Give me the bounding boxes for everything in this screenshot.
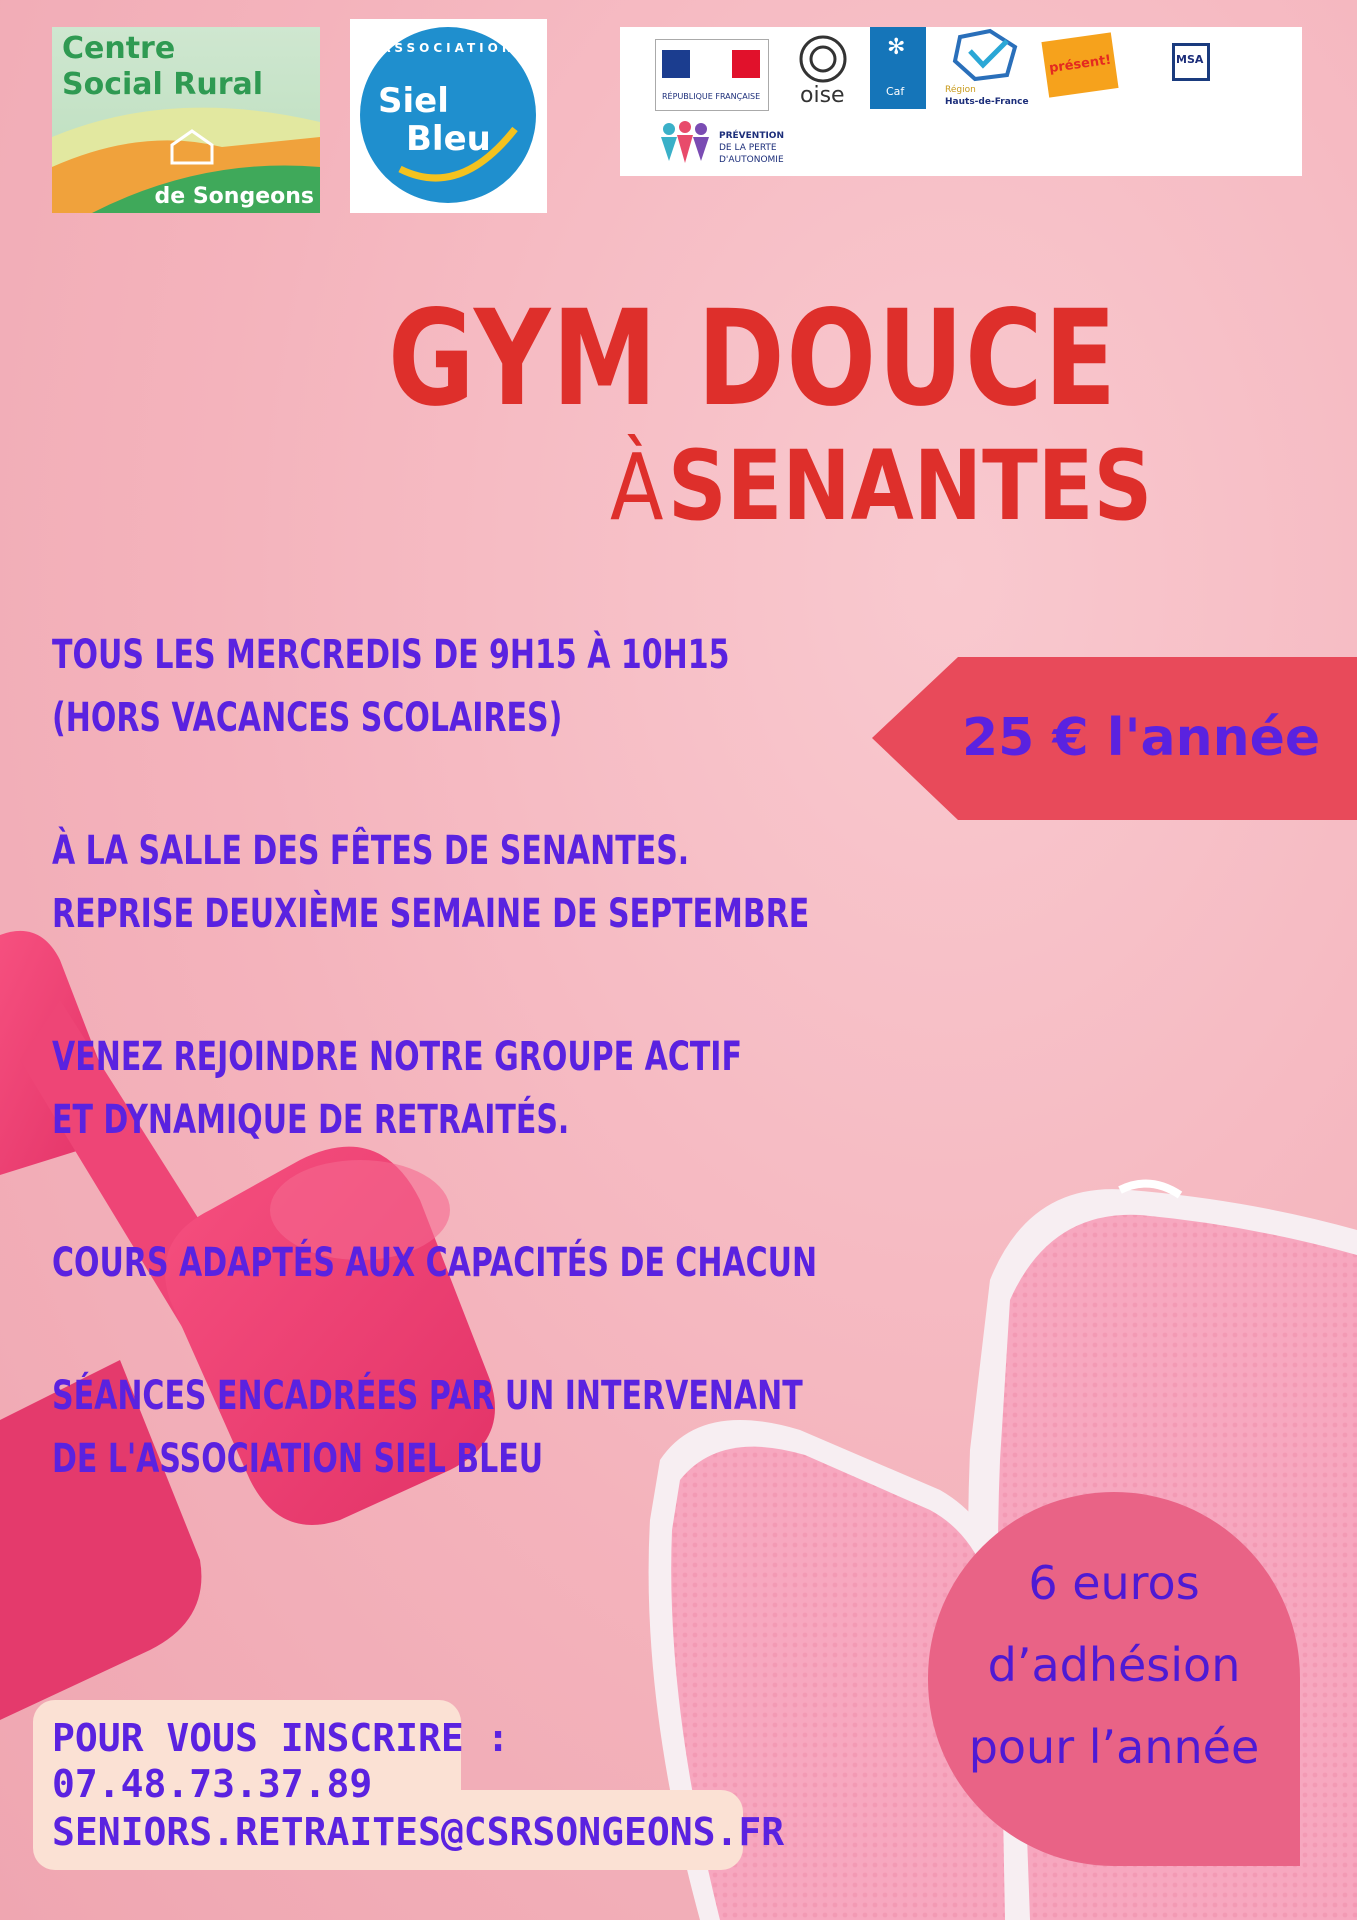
rf-caption: RÉPUBLIQUE FRANÇAISE	[662, 92, 761, 101]
present-caption: présent!	[1048, 52, 1113, 77]
prevention-caption-3: D'AUTONOMIE	[719, 155, 784, 165]
price-label: 25 € l'année	[962, 708, 1321, 768]
caf-snowflake-icon: ✻	[887, 35, 906, 60]
msa-logo	[1172, 43, 1252, 93]
partner-logos-strip	[620, 27, 1302, 176]
info-line-supervised-1: SÉANCES ENCADRÉES PAR UN INTERVENANT	[52, 1373, 803, 1419]
oise-logo	[792, 33, 854, 113]
siel-association-label: ASSOCIATION	[381, 41, 516, 55]
republique-francaise-logo	[655, 39, 769, 111]
csr-line-2: Social Rural	[62, 67, 264, 102]
present-logo	[1041, 32, 1118, 97]
region-caption-2: Hauts-de-France	[945, 97, 1029, 107]
caf-logo	[870, 27, 926, 109]
siel-line-1: Siel	[378, 81, 449, 121]
prevention-caption-2: DE LA PERTE	[719, 143, 777, 153]
membership-line-2: d’adhésion	[987, 1638, 1241, 1692]
csr-line-3: de Songeons	[154, 184, 314, 209]
info-line-venue: À LA SALLE DES FÊTES DE SENANTES.	[52, 828, 690, 874]
contact-phone[interactable]: 07.48.73.37.89	[52, 1762, 373, 1806]
logo-centre-social-rural	[52, 27, 320, 213]
oise-caption: oise	[800, 83, 845, 108]
logo-siel-bleu	[350, 19, 547, 213]
info-line-adapted: COURS ADAPTÉS AUX CAPACITÉS DE CHACUN	[52, 1240, 818, 1286]
region-hauts-de-france-logo	[945, 27, 1029, 117]
membership-line-3: pour l’année	[968, 1720, 1260, 1774]
page-subtitle	[610, 430, 1152, 542]
prevention-perte-autonomie-logo	[655, 117, 805, 173]
region-caption-1: Région	[945, 85, 976, 95]
membership-bubble	[928, 1492, 1300, 1866]
page-title: GYM DOUCE	[388, 282, 1118, 436]
prevention-caption-1: PRÉVENTION	[719, 131, 784, 141]
siel-line-2: Bleu	[406, 119, 491, 159]
csr-line-1: Centre	[62, 31, 176, 66]
smile-swoosh-icon	[350, 19, 547, 213]
info-line-join-1: VENEZ REJOINDRE NOTRE GROUPE ACTIF	[52, 1034, 742, 1080]
info-line-schedule: TOUS LES MERCREDIS DE 9H15 À 10H15	[52, 632, 730, 678]
info-line-supervised-2: DE L'ASSOCIATION SIEL BLEU	[52, 1436, 544, 1482]
info-line-holidays: (HORS VACANCES SCOLAIRES)	[52, 695, 563, 741]
region-map-icon	[945, 27, 1025, 83]
msa-caption: MSA	[1176, 53, 1204, 66]
contact-label: POUR VOUS INSCRIRE :	[52, 1716, 510, 1760]
membership-line-1: 6 euros	[1028, 1556, 1200, 1610]
oise-emblem-icon	[792, 33, 854, 85]
subtitle-prefix: À	[610, 434, 664, 541]
caf-caption: Caf	[886, 85, 905, 98]
subtitle-place: SENANTES	[667, 430, 1153, 542]
contact-email[interactable]: SENIORS.RETRAITES@CSRSONGEONS.FR	[52, 1810, 785, 1854]
info-line-restart: REPRISE DEUXIÈME SEMAINE DE SEPTEMBRE	[52, 891, 810, 937]
people-group-icon	[655, 117, 715, 167]
info-line-join-2: ET DYNAMIQUE DE RETRAITÉS.	[52, 1097, 570, 1143]
